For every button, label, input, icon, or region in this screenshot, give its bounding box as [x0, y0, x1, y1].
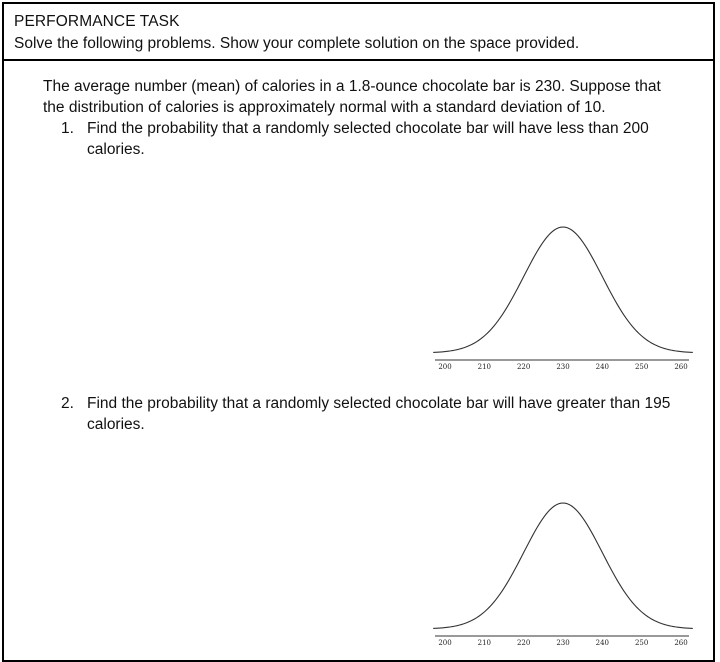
curve-2-tick-label: 230 [556, 639, 570, 647]
problem-2-text: Find the probability that a randomly selected chocolate bar will have greater than 195 calories. [87, 395, 671, 433]
curve-2-tick-label: 260 [674, 639, 688, 647]
curve-1-tick-label: 250 [634, 363, 649, 371]
curve-1-tick-label: 210 [477, 363, 492, 371]
normal-curve-1 [427, 223, 699, 373]
task-title: PERFORMANCE TASK [14, 13, 180, 30]
problem-intro: The average number (mean) of calories in a 1.8-ounce chocolate bar is 230. Suppose that the distribution of calories is approximately normal with a standard deviation of 10. [43, 78, 661, 116]
curve-2-ticks [438, 639, 687, 647]
curve-2-tick-label: 200 [438, 639, 452, 647]
bell-curve-2 [433, 503, 693, 628]
task-instructions: Solve the following problems. Show your complete solution on the space provided. [14, 35, 580, 52]
task-header [4, 4, 713, 61]
problem-1-number: 1. [61, 120, 74, 137]
curve-2-tick-label: 220 [516, 639, 531, 647]
curve-2-tick-label: 250 [634, 639, 649, 647]
curve-1-tick-label: 240 [595, 363, 610, 371]
problem-1-text: Find the probability that a randomly selected chocolate bar will have less than 200 calories. [87, 120, 649, 158]
normal-curve-2 [427, 499, 699, 649]
curve-1-tick-label: 220 [516, 363, 531, 371]
curve-1-tick-label: 260 [674, 363, 688, 371]
problem-2-number: 2. [61, 395, 74, 412]
curve-2-tick-label: 240 [595, 639, 610, 647]
curve-1-tick-label: 230 [556, 363, 570, 371]
curve-1-tick-label: 200 [438, 363, 452, 371]
curve-2-tick-label: 210 [477, 639, 492, 647]
bell-curve-1 [433, 227, 693, 352]
curve-1-ticks [438, 363, 687, 371]
